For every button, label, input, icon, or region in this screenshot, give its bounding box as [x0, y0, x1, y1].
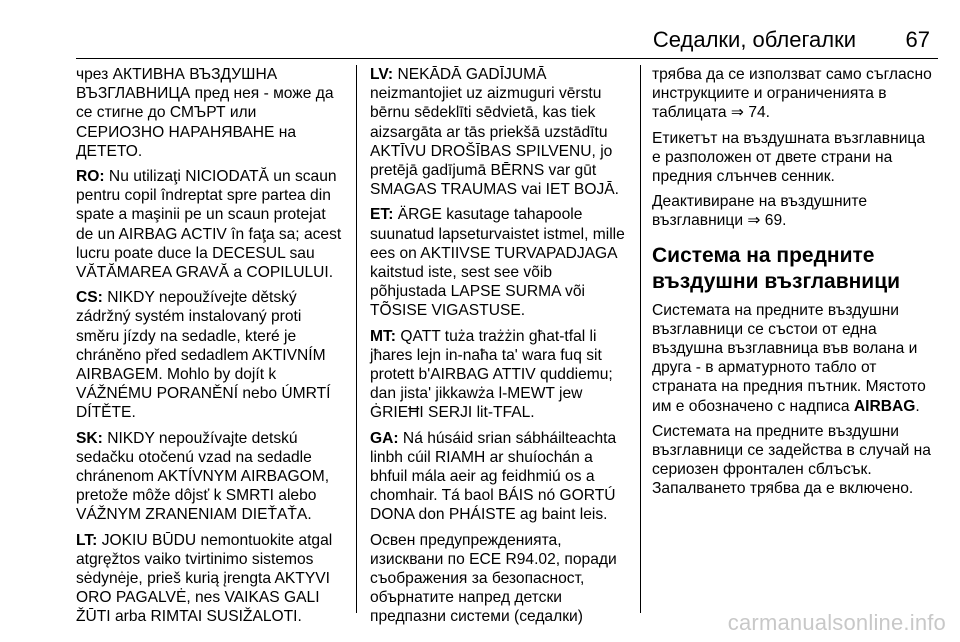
paragraph-text: Системата на предните въздушни възглавници се състои от една въздушна възглавница във волана и друга - в арматурното табло от страната на предния пътник. Мястото им е обозначено с надписа: [652, 301, 926, 415]
paragraph-cs: [76, 288, 346, 422]
warning-text: QATT tuża trażżin għat-tfal li jħares lejn in-naħa ta' wara fuq sit protett b'AIRBAG ATTIV quddiemu; dan jista' jikkawża l-MEWT jew ĠRIEĦI SERJI lit-TFAL.: [370, 327, 613, 422]
paragraph: чрез АКТИВНА ВЪЗДУШНА ВЪЗГЛАВНИЦА пред нея - може да се стигне до СМЪРТ или СЕРИОЗНО НАРАНЯВАНЕ на ДЕТЕТО.: [76, 66, 334, 160]
paragraph-text: Деактивиране на въздушните възглавници: [652, 193, 868, 230]
warning-text: ÄRGE kasutage tahapoole suunatud lapseturvaistet istmel, mille ees on AKTIIVSE TURVAPADJAGA kaitstud iste, sest see võib põhjustada LAPSE SURMA või TÕSISE VIGASTUSE.: [370, 206, 625, 320]
airbag-label: AIRBAG: [853, 397, 916, 415]
language-code: CS:: [76, 289, 103, 307]
column-1: [76, 65, 346, 633]
paragraph: [652, 192, 932, 230]
column-divider: [356, 65, 357, 613]
language-code: GA:: [370, 429, 399, 447]
paragraph-et: [370, 205, 632, 320]
paragraph: Освен предупрежденията, изисквани по ECE R94.02, поради съображения за безопасност, обърнатите напред детски предпазни системи (седалки): [370, 531, 617, 626]
warning-text: Ná húsáid srian sábháilteachta linbh cúil RIAMH ar shuíochán a bhfuil mála aeir ag feidhmiú os a chomhair. Tá baol BÁIS nó GORTÚ DONA don PHÁISTE ag baint leis.: [370, 429, 617, 524]
language-code: RO:: [76, 168, 105, 186]
page-reference-arrow-icon: ⇒: [730, 104, 744, 122]
paragraph-text: .: [915, 397, 920, 415]
page-header: [0, 0, 960, 56]
paragraph-sk: [76, 429, 346, 525]
paragraph-lt: [76, 531, 346, 627]
column-divider: [640, 65, 641, 613]
page-title: Седалки, облегалки: [652, 27, 856, 52]
warning-text: NIKDY nepoužívajte detskú sedačku otočenú vzad na sedadle chránenom AKTÍVNYM AIRBAGOM, pretože môže dôjsť k SMRTI alebo VÁŽNYM ZRANENIAM DIEŤAŤA.: [76, 429, 330, 524]
warning-text: Nu utilizaţi NICIODATĂ un scaun pentru copil îndreptat spre partea din spate a maşinii pe un scaun protejat de un AIRBAG ACTIV în faţa sa; acest lucru poate duce la DECESUL sau VĂTĂMAREA GRAVĂ a COPILULUI.: [76, 168, 342, 282]
language-code: ET:: [370, 206, 394, 224]
paragraph: [652, 301, 932, 416]
language-code: MT:: [370, 327, 396, 345]
language-code: LV:: [370, 66, 394, 83]
section-heading: Система на предните въздушни възглавници: [652, 243, 901, 293]
warning-text: JOKIU BŪDU nemontuokite atgal atgręžtos vaiko tvirtinimo sistemos sėdynėje, prieš kurią įrengta AKTYVI ORO PAGALVĖ, nes VAIKAS GALI ŽŪTI arba RIMTAI SUSIŽALOTI.: [76, 531, 333, 626]
language-code: SK:: [76, 429, 103, 447]
page-reference-arrow-icon: ⇒: [747, 212, 761, 230]
page-number: 67: [905, 27, 930, 52]
paragraph: [652, 65, 932, 123]
paragraph-mt: [370, 327, 632, 423]
language-code: LT:: [76, 531, 98, 549]
page-reference[interactable]: 74.: [744, 104, 771, 122]
warning-text: NIKDY nepoužívejte dětský zádržný systém instalovaný proti směru jízdy na sedadle, které je chráněno před sedadlem AKTIVNÍM AIRBAGEM. Mohlo by dojít k VÁŽNÉMU PORANĚNÍ nebo ÚMRTÍ DÍTĚTE.: [76, 289, 331, 422]
column-2: [370, 65, 632, 633]
header-rule: [76, 58, 938, 59]
paragraph-text: трябва да се използват само съгласно инструкциите и ограниченията в таблицата: [652, 66, 932, 122]
paragraph: Етикетът на въздушната възглавница е разположен от двете страни на предния слънчев сенник.: [652, 129, 926, 186]
paragraph: Системата на предните въздушни възглавници се задейства в случай на сериозен фронтален сблъсък. Запалването трябва да е включено.: [652, 422, 931, 498]
paragraph-ro: [76, 167, 346, 282]
paragraph-lv: [370, 65, 632, 199]
watermark: carmanualsonline.info: [727, 610, 946, 635]
warning-text: NEKĀDĀ GADĪJUMĀ neizmantojiet uz aizmuguri vērstu bērnu sēdeklīti sēdvietā, kas tiek aizsargāta ar tās priekšā uzstādītu AKTĪVU DROŠĪBAS SPILVENU, jo pretējā gadījumā BĒRNS var gūt SMAGAS TRAUMAS vai IET BOJĀ.: [370, 66, 619, 199]
paragraph-ga: [370, 429, 632, 525]
column-3: [652, 65, 932, 505]
page-reference[interactable]: 69.: [760, 212, 787, 230]
